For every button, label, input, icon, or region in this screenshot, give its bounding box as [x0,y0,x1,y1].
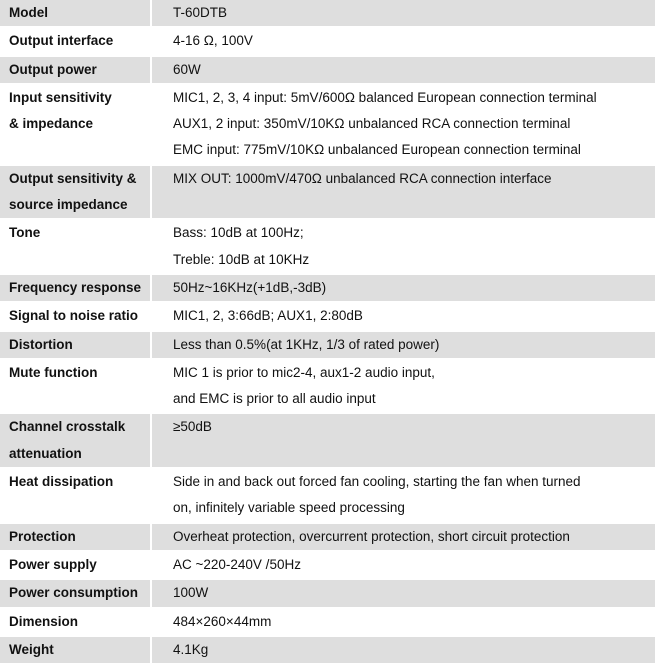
spec-value-line: MIC1, 2, 3, 4 input: 5mV/600Ω balanced European connection terminal [173,89,597,105]
spec-value [152,166,655,219]
spec-value [152,414,655,467]
spec-label [0,360,152,413]
spec-row [0,57,655,85]
spec-value-line: Less than 0.5%(at 1KHz, 1/3 of rated power) [173,336,440,352]
spec-row [0,332,655,360]
spec-value [152,332,655,358]
spec-label-line: Output sensitivity & [9,170,137,186]
spec-value-line: MIC 1 is prior to mic2-4, aux1-2 audio input, [173,364,435,380]
spec-value-line [173,441,649,467]
spec-value [152,637,655,663]
spec-label [0,332,152,358]
spec-value-line: MIX OUT: 1000mV/470Ω unbalanced RCA connection interface [173,170,552,186]
spec-label-line: source impedance [9,197,128,213]
spec-label-line [9,247,150,273]
spec-label-line [9,386,150,412]
spec-value-line: 484×260×44mm [173,613,272,629]
spec-value-line: MIC1, 2, 3:66dB; AUX1, 2:80dB [173,308,363,324]
spec-value-line: AC ~220-240V /50Hz [173,556,301,572]
spec-value [152,360,655,413]
spec-label [0,580,152,606]
spec-label-line: Output interface [9,33,114,49]
spec-label [0,0,152,26]
spec-value-line: Bass: 10dB at 100Hz; [173,225,304,241]
spec-value-line: 50Hz~16KHz(+1dB,-3dB) [173,279,327,295]
spec-label-line: Power supply [9,556,97,572]
spec-label-line: Input sensitivity [9,89,112,105]
spec-label [0,552,152,578]
spec-value [152,524,655,550]
spec-value [152,275,655,301]
spec-label-line: Channel crosstalk [9,419,126,435]
spec-label-line: Power consumption [9,585,139,601]
spec-label [0,220,152,273]
spec-row [0,166,655,221]
spec-value [152,28,655,54]
spec-label [0,85,152,164]
spec-value-line: T-60DTB [173,5,228,20]
spec-label-line: Output power [9,61,97,77]
spec-label-line: Signal to noise ratio [9,308,139,324]
spec-label [0,524,152,550]
spec-label [0,275,152,301]
spec-label [0,469,152,522]
spec-row [0,303,655,331]
spec-row [0,85,655,166]
spec-value-line [173,192,649,218]
spec-value-line: Overheat protection, overcurrent protection, short circuit protection [173,528,570,544]
spec-label [0,57,152,83]
spec-value [152,0,655,26]
spec-value [152,220,655,273]
spec-label [0,28,152,54]
spec-row [0,28,655,56]
spec-value-line: 100W [173,585,209,601]
spec-row [0,552,655,580]
spec-value [152,303,655,329]
spec-row [0,0,655,28]
spec-value [152,552,655,578]
spec-value-line: EMC input: 775mV/10KΩ unbalanced European connection terminal [173,142,581,158]
spec-label-line: Tone [9,225,41,241]
spec-row [0,580,655,608]
spec-row [0,275,655,303]
spec-label-line: & impedance [9,116,94,132]
spec-row [0,469,655,524]
spec-row [0,414,655,469]
spec-value [152,609,655,635]
spec-label-line: Model [9,5,48,20]
spec-label-line: Mute function [9,364,98,380]
spec-value-line: on, infinitely variable speed processing [173,500,405,516]
spec-row [0,637,655,665]
spec-value [152,580,655,606]
spec-value [152,469,655,522]
spec-row [0,524,655,552]
spec-label [0,166,152,219]
spec-label-line: Dimension [9,613,79,629]
spec-label-line: Frequency response [9,279,142,295]
spec-label-line: Protection [9,528,76,544]
spec-label-line [9,137,150,163]
spec-label-line: Heat dissipation [9,474,114,490]
spec-value-line: Side in and back out forced fan cooling, starting the fan when turned [173,474,581,490]
spec-value-line: and EMC is prior to all audio input [173,391,376,407]
spec-label-line: Distortion [9,336,73,352]
spec-value [152,57,655,83]
spec-label-line: Weight [9,641,54,657]
spec-value-line: 60W [173,61,201,77]
spec-row [0,220,655,275]
spec-value-line: 4-16 Ω, 100V [173,33,253,49]
spec-value-line: Treble: 10dB at 10KHz [173,251,310,267]
spec-label [0,637,152,663]
spec-value-line: 4.1Kg [173,641,209,657]
spec-label-line: attenuation [9,445,82,461]
spec-label-line [9,495,150,521]
spec-label [0,303,152,329]
spec-row [0,360,655,415]
spec-value-line: AUX1, 2 input: 350mV/10KΩ unbalanced RCA connection terminal [173,116,571,132]
spec-label [0,609,152,635]
spec-row [0,609,655,637]
spec-value [152,85,655,164]
spec-label [0,414,152,467]
spec-value-line: ≥50dB [173,419,212,435]
